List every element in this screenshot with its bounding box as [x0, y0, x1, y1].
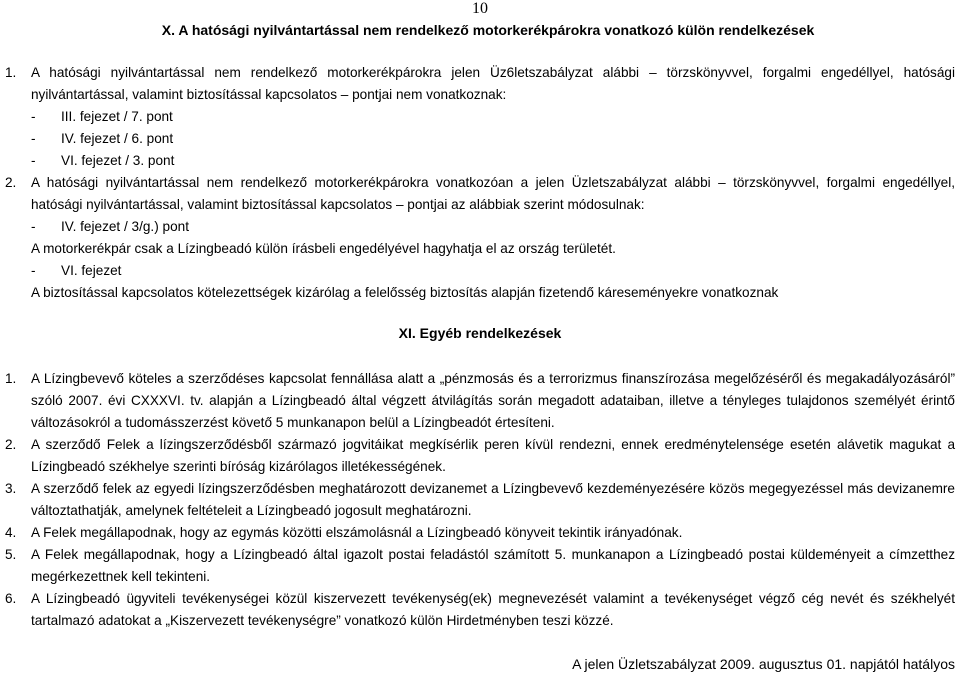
dash: -	[31, 153, 36, 168]
bullet-text: IV. fejezet / 3/g.) pont	[61, 219, 189, 234]
section-xi-item-6	[5, 588, 955, 632]
item-text: A Felek megállapodnak, hogy a Lízingbeadó által igazolt postai feladástól számított 5. munkanapon a Lízingbeadó postai küldeményeit a címzetthez megérkezettnek kell tekinteni.	[31, 547, 955, 584]
section-x-item-1-bullet-2	[31, 128, 173, 150]
item-text: A hatósági nyilvántartással nem rendelkező motorkerékpárokra vonatkozóan a jelen Üzletszabályzat alábbi – törzskönyvvel, forgalmi engedéllyel, hatósági nyilvántartással, valamint biztosítással kapcsolatos – pontjai az alábbiak szerint módosulnak:	[31, 175, 955, 212]
item-number: 4.	[5, 525, 17, 540]
item-number: 3.	[5, 481, 17, 496]
item-text: A Felek megállapodnak, hogy az egymás közötti elszámolásnál a Lízingbeadó könyveit tekintik irányadónak.	[31, 525, 683, 540]
item-text: A Lízingbeadó ügyviteli tevékenységei közül kiszervezett tevékenység(ek) megnevezését valamint a tevékenységet végző cég nevét és székhelyét tartalmazó adatokat a „Kiszervezett tevékenységre” vonatkozó külön Hirdetményben teszi közzé.	[31, 591, 955, 628]
item-number: 2.	[5, 175, 17, 190]
section-xi-item-5	[5, 544, 955, 588]
item-number: 5.	[5, 547, 17, 562]
section-xi-item-3	[5, 478, 955, 522]
page-number: 10	[472, 0, 488, 17]
bullet-text: VI. fejezet / 3. pont	[61, 153, 175, 168]
bullet-text: IV. fejezet / 6. pont	[61, 131, 174, 146]
section-x-item-1-bullet-1	[31, 106, 173, 128]
item-text: A Lízingbevevő köteles a szerződéses kapcsolat fennállása alatt a „pénzmosás és a terrorizmus finanszírozása megelőzéséről és megakadályozásáról” szóló 2007. évi CXXXVI. tv. alapján a Lízingbeadó által végzett átvilágítás során megadott adataiban, illetve a tényleges tulajdonos személyét érintő változásokról a tudomásszerzést követő 5 munkanapon belül a Lízingbeadót értesíteni.	[31, 371, 955, 430]
section-x-item-2	[5, 172, 955, 216]
bullet-text: VI. fejezet	[61, 263, 122, 278]
section-xi-title: XI. Egyéb rendelkezések	[398, 325, 562, 341]
item-number: 2.	[5, 437, 17, 452]
section-xi-item-2	[5, 434, 955, 478]
section-xi-item-4	[5, 522, 955, 544]
bullet-text: III. fejezet / 7. pont	[61, 109, 173, 124]
section-x-title: X. A hatósági nyilvántartással nem rendelkező motorkerékpárokra vonatkozó külön rendelkezések	[161, 22, 815, 38]
item-number: 1.	[5, 65, 17, 80]
section-x-item-1-bullet-3	[31, 150, 174, 172]
dash: -	[31, 131, 36, 146]
item-number: 6.	[5, 591, 17, 606]
dash: -	[31, 263, 36, 278]
dash: -	[31, 219, 36, 234]
item-number: 1.	[5, 371, 17, 386]
section-x-item-2-bullet-1	[31, 216, 189, 238]
item-text: A szerződő felek az egyedi lízingszerződésben meghatározott devizanemet a Lízingbevevő kezdeményezésére közös megegyezéssel más devizanemre változtathatják, amelynek feltételeit a Lízingbeadó jogosult meghatározni.	[31, 481, 955, 518]
effective-date-statement: A jelen Üzletszabályzat 2009. augusztus 01. napjától hatályos	[572, 656, 955, 672]
section-x-item-2-bullet-1-note: A motorkerékpár csak a Lízingbeadó külön írásbeli engedélyével hagyhatja el az ország területét.	[31, 241, 616, 256]
dash: -	[31, 109, 36, 124]
section-x-item-2-bullet-2-note: A biztosítással kapcsolatos kötelezettségek kizárólag a felelősség biztosítás alapján fizetendő káreseményekre vonatkoznak	[31, 285, 779, 300]
section-x-item-2-bullet-2	[31, 260, 121, 282]
item-text: A szerződő Felek a lízingszerződésből származó jogvitáikat megkísérlik peren kívül rendezni, ennek eredménytelensége esetén alávetik magukat a Lízingbeadó székhelye szerinti bíróság kizárólagos illetékességének.	[31, 437, 955, 474]
item-text: A hatósági nyilvántartással nem rendelkező motorkerékpárokra jelen Üz6letszabályzat alábbi – törzskönyvvel, forgalmi engedéllyel, hatósági nyilvántartással, valamint biztosítással kapcsolatos – pontjai nem vonatkoznak:	[31, 65, 955, 102]
section-xi-item-1	[5, 368, 955, 434]
section-x-item-1	[5, 62, 955, 106]
